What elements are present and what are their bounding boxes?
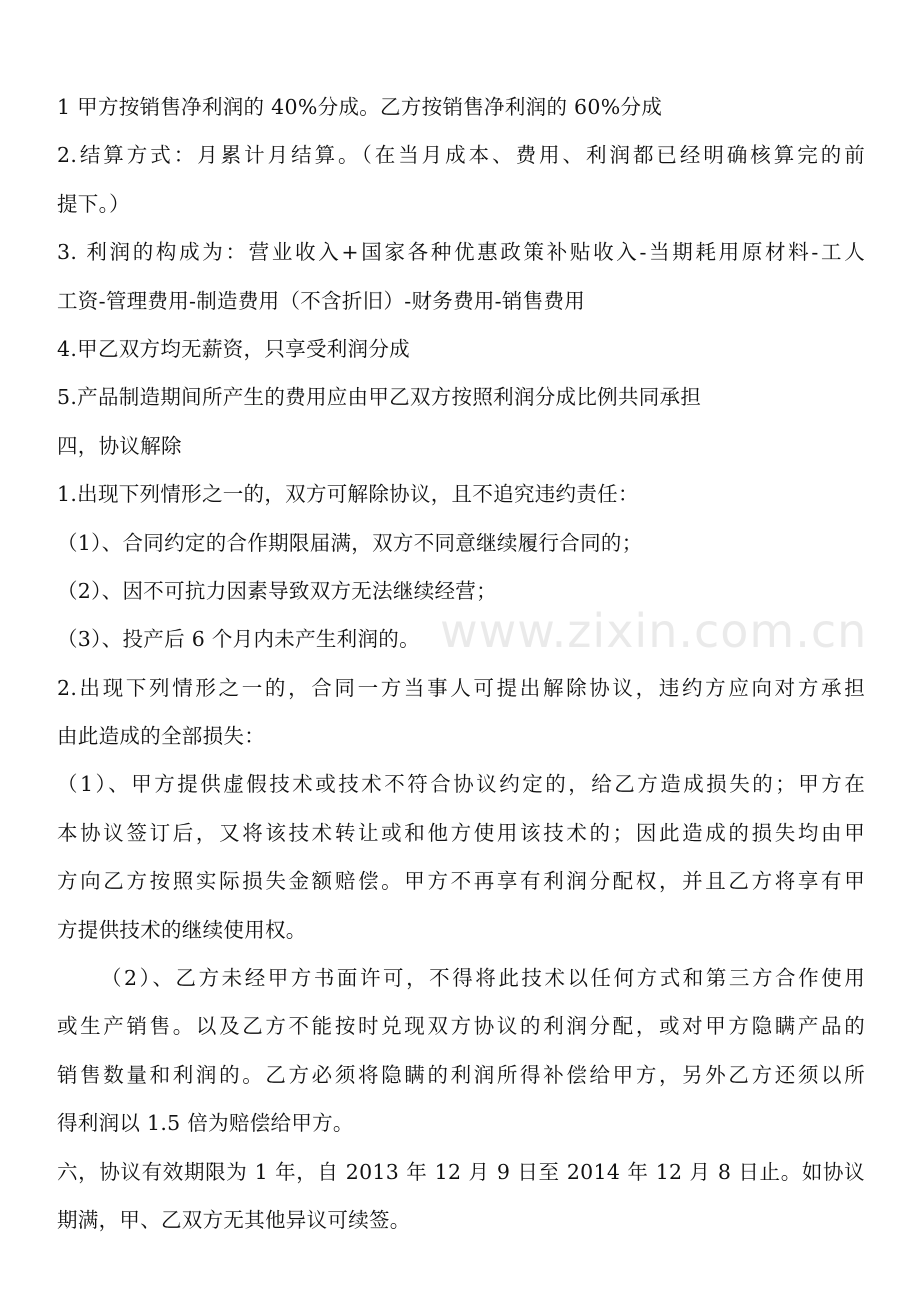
doc-line-13: 2.出现下列情形之一的，合同一方当事人可提出解除协议，违约方应向对方承担 [57, 675, 865, 700]
section-heading-termination: 四，协议解除 [57, 433, 182, 458]
doc-line-10: （1）、合同约定的合作期限届满，双方不同意继续履行合同的； [57, 530, 643, 555]
doc-line-23: 六，协议有效期限为 1 年，自 2013 年 12 月 9 日至 2014 年 12 月 8 日止。如协议 [57, 1159, 865, 1184]
doc-line-20: 或生产销售。以及乙方不能按时兑现双方协议的利润分配，或对甲方隐瞒产品的 [57, 1014, 865, 1039]
doc-line-21: 销售数量和利润的。乙方必须将隐瞒的利润所得补偿给甲方，另外乙方还须以所 [57, 1062, 865, 1087]
doc-line-18: 方提供技术的继续使用权。 [57, 917, 307, 942]
doc-line-7: 5.产品制造期间所产生的费用应由甲乙双方按照利润分成比例共同承担 [57, 385, 702, 410]
doc-line-6: 4.甲乙双方均无薪资，只享受利润分成 [57, 336, 410, 361]
doc-line-12: （3）、投产后 6 个月内未产生利润的。 [57, 627, 420, 652]
doc-line-3: 提下。） [57, 191, 130, 216]
doc-line-14: 由此造成的全部损失： [57, 724, 265, 749]
watermark: www.zixin.com.cn [440, 604, 868, 658]
doc-line-2: 2.结算方式：月累计月结算。（在当月成本、费用、利润都已经明确核算完的前 [57, 143, 865, 168]
doc-line-11: （2）、因不可抗力因素导致双方无法继续经营； [57, 578, 497, 603]
doc-line-4: 3. 利润的构成为：营业收入+国家各种优惠政策补贴收入-当期耗用原材料-工人 [57, 240, 865, 265]
doc-line-9: 1.出现下列情形之一的，双方可解除协议，且不追究违约责任： [57, 482, 639, 507]
doc-line-24: 期满，甲、乙双方无其他异议可续签。 [57, 1207, 411, 1232]
doc-line-16: 本协议签订后，又将该技术转让或和他方使用该技术的；因此造成的损失均由甲 [57, 820, 865, 845]
document-body [57, 83, 868, 1244]
doc-line-1: 1 甲方按销售净利润的 40%分成。乙方按销售净利润的 60%分成 [57, 95, 663, 119]
doc-line-17: 方向乙方按照实际损失金额赔偿。甲方不再享有利润分配权，并且乙方将享有甲 [57, 869, 865, 894]
doc-line-5: 工资-管理费用-制造费用（不含折旧）-财务费用-销售费用 [57, 288, 586, 313]
doc-line-19: （2）、乙方未经甲方书面许可，不得将此技术以任何方式和第三方合作使用 [101, 966, 865, 991]
doc-line-22: 得利润以 1.5 倍为赔偿给甲方。 [57, 1111, 354, 1136]
doc-line-15: （1）、甲方提供虚假技术或技术不符合协议约定的，给乙方造成损失的；甲方在 [57, 772, 865, 797]
